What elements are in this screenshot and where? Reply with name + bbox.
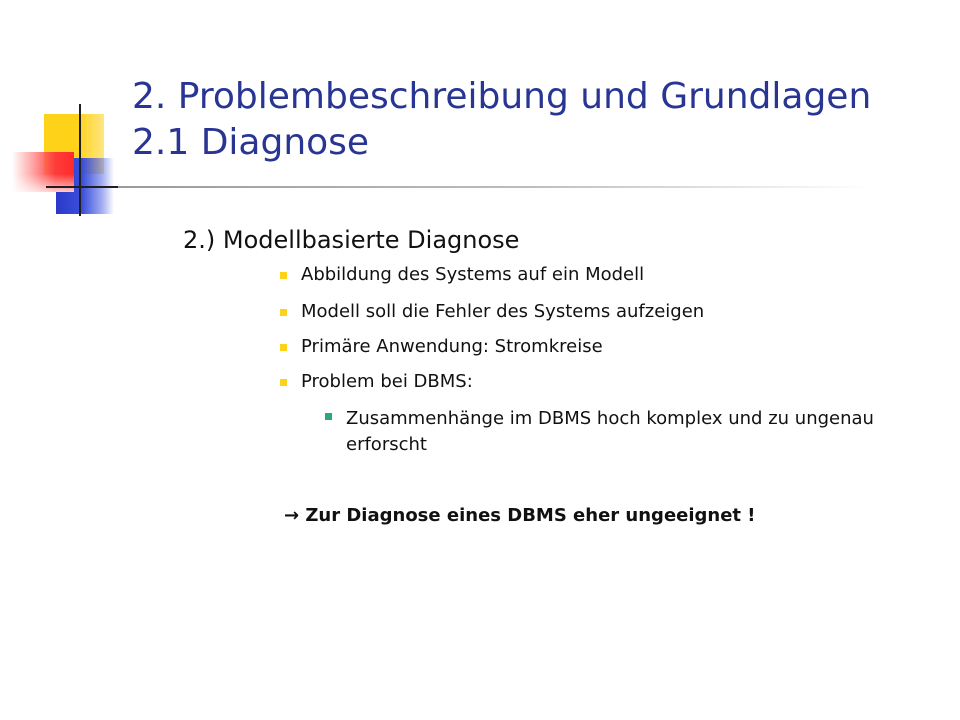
- subheading: 2.) Modellbasierte Diagnose: [183, 226, 520, 254]
- sub-bullet-text: Zusammenhänge im DBMS hoch komplex und zu ungenau erforscht: [346, 408, 874, 455]
- bullet-item: [301, 264, 644, 286]
- bullet-item: [301, 301, 704, 323]
- sub-bullet-marker: [325, 413, 332, 420]
- bullet-text: Abbildung des Systems auf ein Modell: [301, 264, 645, 285]
- conclusion-text: → Zur Diagnose eines DBMS eher ungeeignet !: [284, 505, 756, 526]
- conclusion: [284, 505, 756, 527]
- bullet-marker: [280, 379, 287, 386]
- bullet-marker: [280, 309, 287, 316]
- sub-bullet-item: [346, 406, 886, 458]
- bullet-text: Problem bei DBMS:: [301, 371, 473, 392]
- title-line-1: 2. Problembeschreibung und Grundlagen: [132, 76, 872, 117]
- bullet-marker: [280, 272, 287, 279]
- title-line-2: 2.1 Diagnose: [132, 122, 370, 163]
- bullet-text: Modell soll die Fehler des Systems aufzeigen: [301, 301, 705, 322]
- bullet-item: [301, 371, 473, 393]
- bullet-item: [301, 336, 603, 358]
- bullet-text: Primäre Anwendung: Stromkreise: [301, 336, 603, 357]
- bullet-marker: [280, 344, 287, 351]
